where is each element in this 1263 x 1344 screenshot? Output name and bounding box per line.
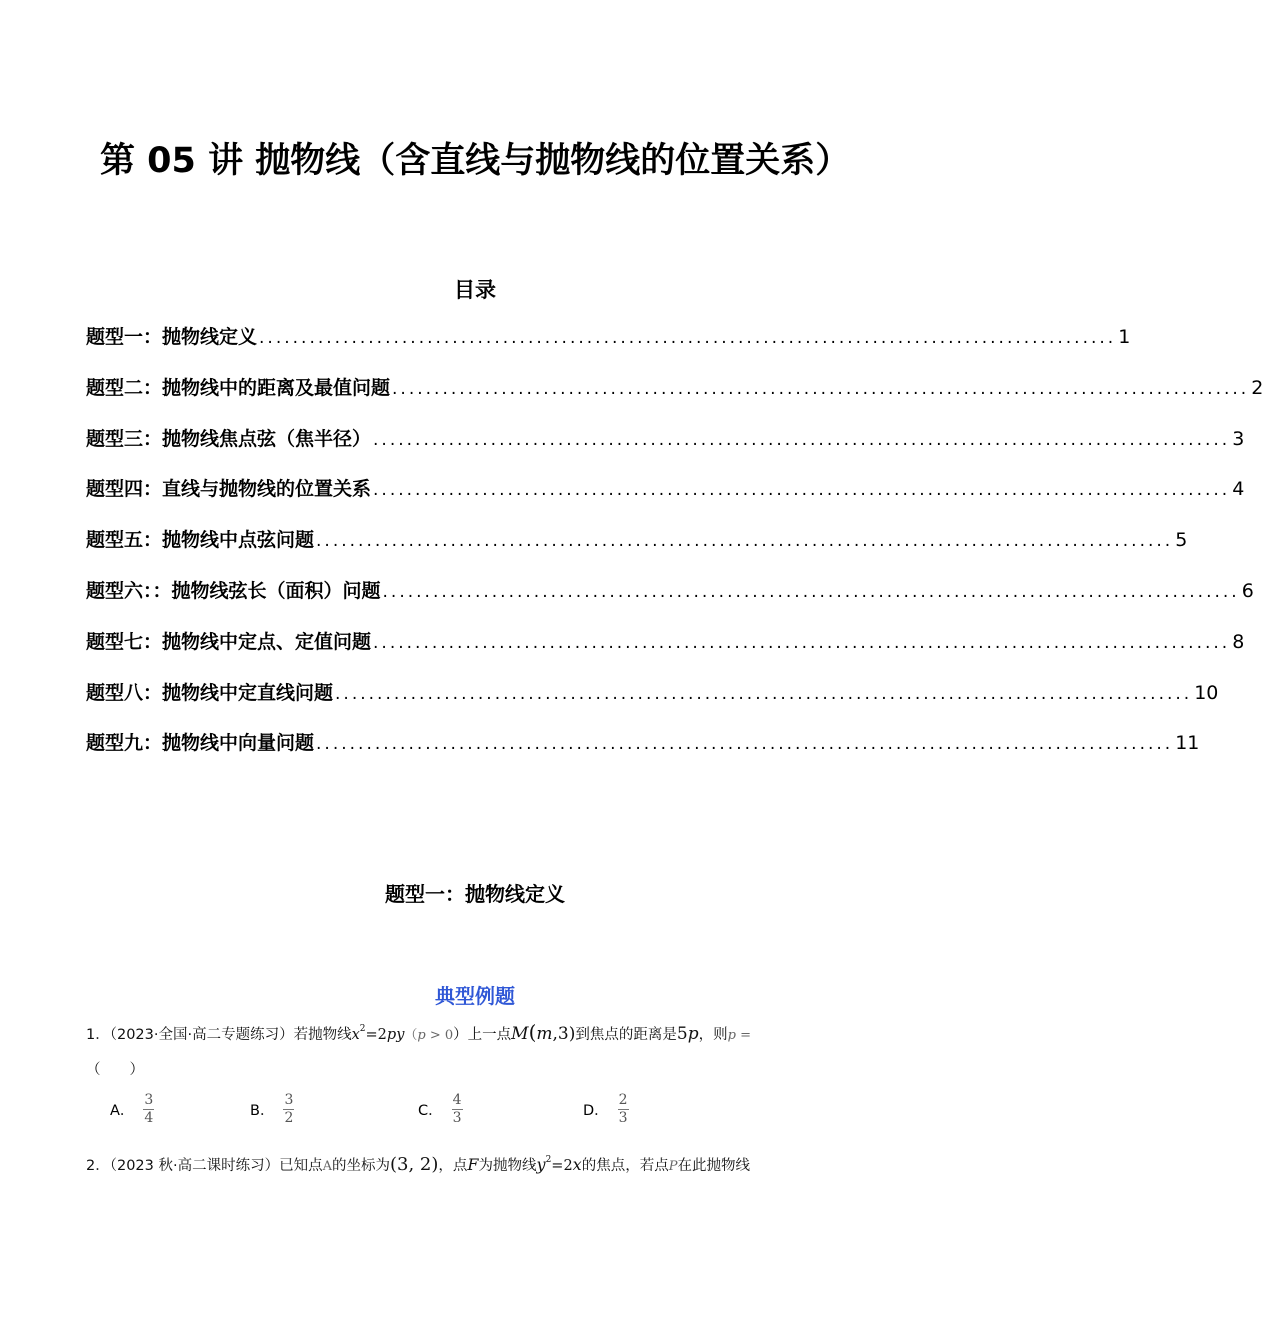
fraction-denominator: 4 (144, 1110, 154, 1126)
question-source: （2023·全国·高二专题练习）若抛物线 (109, 1027, 352, 1043)
toc-leader-dots: ...................................................................................................... (259, 328, 1117, 348)
toc-leader-dots: ...................................................................................................... (335, 683, 1193, 704)
toc-page-number[interactable]: 4 (1232, 478, 1245, 501)
toc-entry-label[interactable]: 题型五：抛物线中点弦问题 (86, 529, 315, 552)
option-a[interactable] (110, 1092, 155, 1127)
option-c[interactable] (418, 1092, 464, 1127)
math-var: p (417, 1028, 426, 1043)
answer-blank: （ ） (86, 1062, 144, 1078)
toc-entry-label[interactable]: 题型二：抛物线中的距离及最值问题 (86, 376, 391, 399)
option-label: D． (583, 1103, 609, 1119)
toc-entry-9[interactable] (86, 728, 1200, 779)
option-label: C． (418, 1103, 443, 1119)
option-fraction (451, 1092, 464, 1127)
fraction-denominator: 3 (618, 1110, 628, 1126)
toc-leader-dots: ...................................................................................................... (316, 734, 1174, 755)
math-var: F (467, 1155, 479, 1174)
toc-entry-6[interactable] (86, 576, 1254, 627)
toc-entry-label[interactable]: 题型八：抛物线中定直线问题 (86, 681, 334, 704)
section-heading: 题型一：抛物线定义 (385, 882, 565, 906)
option-fraction (142, 1092, 155, 1127)
example-heading: 典型例题 (435, 984, 515, 1008)
toc-leader-dots: ...................................................................................................... (373, 429, 1231, 450)
toc-page-number[interactable]: 11 (1175, 732, 1200, 755)
toc-entry-label[interactable]: 题型六：：抛物线弦长（面积）问题 (86, 579, 381, 602)
toc-entry-label[interactable]: 题型七：抛物线中定点、定值问题 (86, 630, 372, 653)
math-var: M (511, 1024, 529, 1044)
document-title: 第 05 讲 抛物线（含直线与抛物线的位置关系） (100, 141, 851, 181)
fraction-numerator: 4 (452, 1092, 462, 1108)
toc-entry-2[interactable] (86, 373, 1263, 424)
question-text: ，则 (698, 1027, 728, 1043)
question-number: 2． (86, 1158, 110, 1174)
toc-entry-4[interactable] (86, 474, 1245, 525)
toc-page-number[interactable]: 3 (1232, 427, 1245, 450)
toc-leader-dots: ...................................................................................................... (373, 632, 1231, 653)
math-op: = (735, 1028, 751, 1043)
toc-entry-3[interactable] (86, 424, 1245, 475)
toc-entry-label[interactable]: 题型一：抛物线定义 (86, 326, 258, 348)
math-var: p (687, 1024, 699, 1044)
math-exponent: 2 (545, 1155, 552, 1165)
option-fraction (282, 1092, 295, 1127)
toc-entry-8[interactable] (86, 678, 1219, 729)
math-var: y (536, 1155, 546, 1174)
toc-entry-label[interactable]: 题型九：抛物线中向量问题 (86, 732, 315, 755)
toc-entry-label[interactable]: 题型四：直线与抛物线的位置关系 (86, 478, 372, 501)
math-num: 5 (676, 1024, 688, 1044)
fraction-denominator: 2 (284, 1110, 294, 1126)
math-op: =2 (365, 1027, 387, 1043)
toc-page-number[interactable]: 6 (1241, 579, 1254, 602)
question-text: 在此抛物线 (677, 1158, 750, 1174)
toc-page-number[interactable]: 8 (1232, 630, 1245, 653)
toc-leader-dots: ...................................................................................................... (382, 581, 1240, 602)
toc-heading: 目录 (454, 278, 496, 302)
math-var: x (572, 1155, 582, 1174)
toc-entry-7[interactable] (86, 627, 1245, 678)
question-text: 的坐标为 (332, 1158, 390, 1174)
question-2-stem (86, 1154, 750, 1175)
question-text: 到焦点的距离是 (575, 1027, 677, 1043)
math-var: P (668, 1159, 678, 1174)
math-op: ,3) (552, 1024, 576, 1044)
question-text: 为抛物线 (478, 1158, 537, 1174)
toc-entry-label[interactable]: 题型三：抛物线焦点弦（焦半径） (86, 427, 372, 450)
toc-entry-1[interactable] (86, 322, 1131, 373)
math-var: py (386, 1027, 405, 1043)
question-source: （2023 秋·高二课时练习）已知点 (109, 1158, 323, 1174)
toc-leader-dots: ...................................................................................................... (392, 378, 1250, 399)
question-1-stem (86, 1020, 751, 1044)
condition-close: ）上一点 (453, 1027, 512, 1043)
option-d[interactable] (583, 1092, 630, 1127)
math-paren: ( (528, 1020, 537, 1044)
math-coordinate: (3, 2) (390, 1154, 439, 1175)
math-exponent: 2 (359, 1024, 366, 1034)
math-var: m (536, 1024, 553, 1044)
condition-open: （ (404, 1028, 418, 1043)
fraction-denominator: 3 (452, 1110, 462, 1126)
option-label: B． (250, 1103, 275, 1119)
question-text: 的焦点，若点 (581, 1158, 669, 1174)
toc-leader-dots: ...................................................................................................... (316, 531, 1174, 552)
toc-page-number[interactable]: 5 (1175, 529, 1188, 552)
toc-page-number[interactable]: 10 (1194, 681, 1219, 704)
fraction-numerator: 3 (284, 1092, 294, 1108)
math-var: p (727, 1028, 736, 1043)
table-of-contents (86, 322, 1263, 779)
fraction-numerator: 3 (144, 1092, 154, 1108)
option-b[interactable] (250, 1092, 295, 1127)
question-number: 1． (86, 1027, 110, 1043)
option-fraction (617, 1092, 630, 1127)
option-label: A． (110, 1103, 135, 1119)
fraction-numerator: 2 (618, 1092, 628, 1108)
math-op: > 0 (425, 1028, 454, 1043)
math-op: =2 (551, 1158, 573, 1174)
math-var: A (322, 1159, 332, 1174)
toc-entry-5[interactable] (86, 525, 1188, 576)
toc-page-number[interactable]: 2 (1251, 376, 1263, 399)
math-var: x (351, 1027, 360, 1043)
question-text: ，点 (438, 1158, 468, 1174)
toc-page-number[interactable]: 1 (1118, 326, 1131, 348)
toc-leader-dots: ...................................................................................................... (373, 480, 1231, 501)
